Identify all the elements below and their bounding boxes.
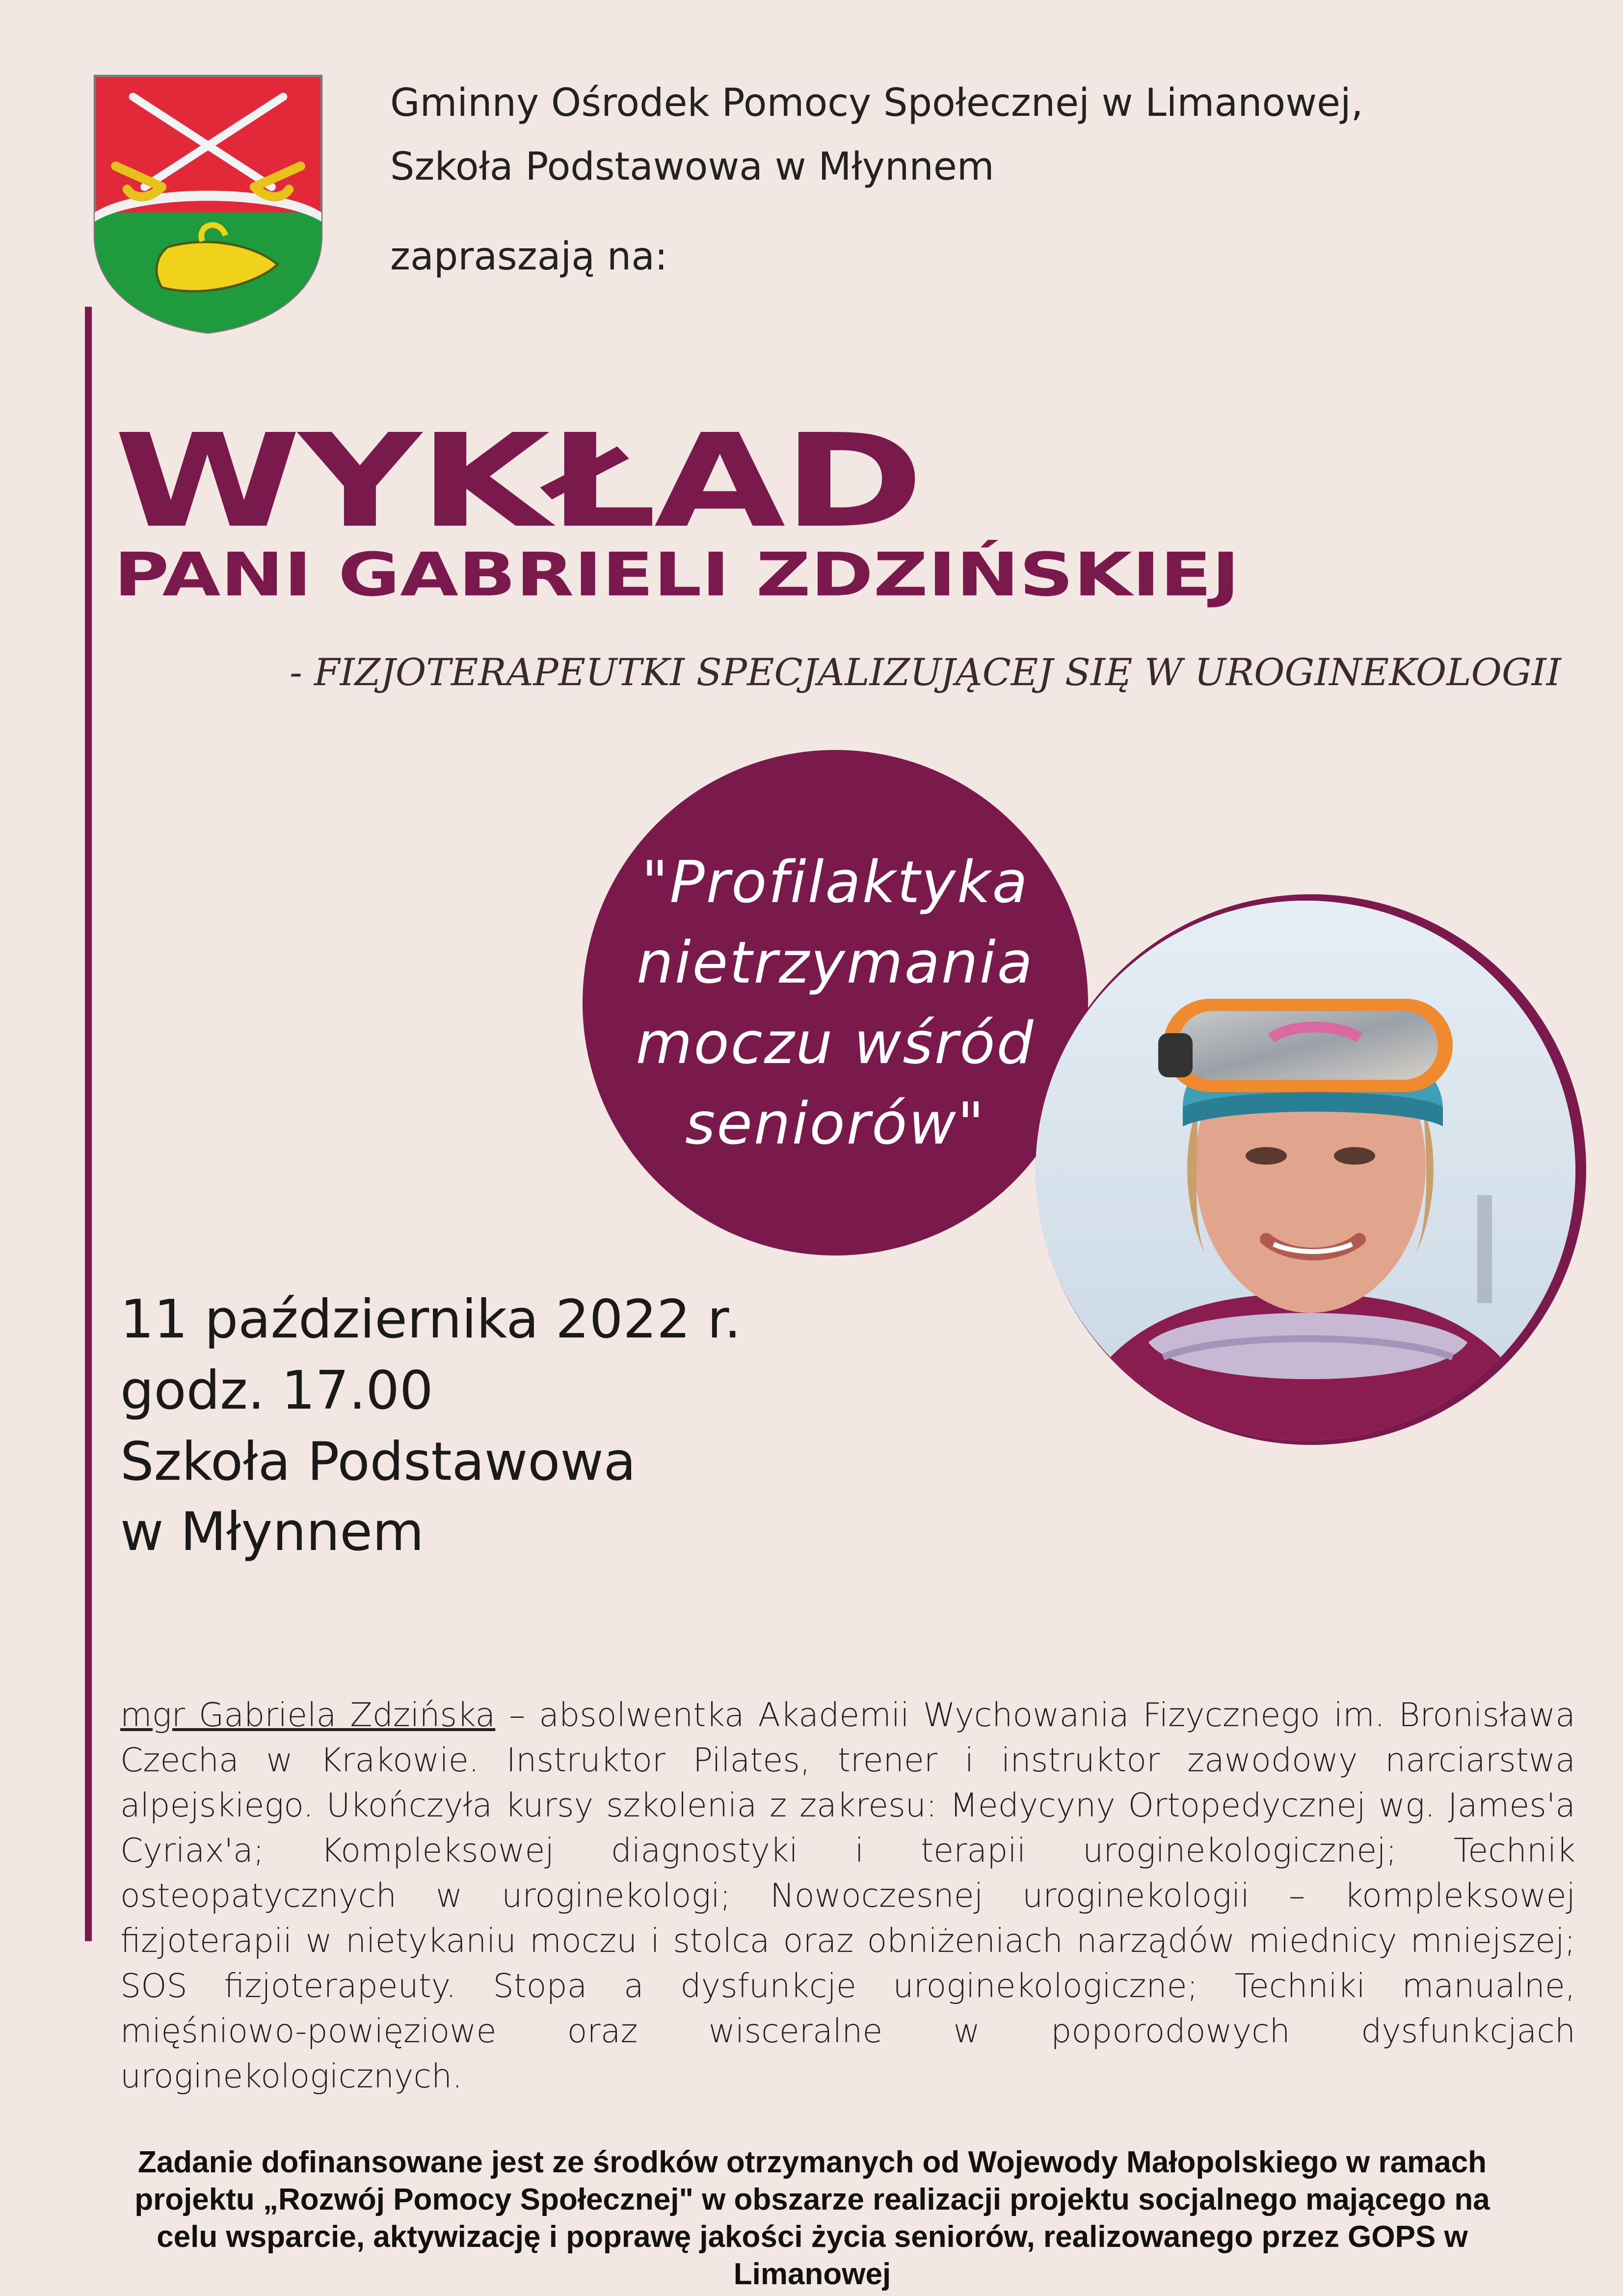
bio-name: mgr Gabriela Zdzińska	[120, 1696, 496, 1734]
funding-notice: Zadanie dofinansowane jest ze środków otrzymanych od Wojewody Małopolskiego w ramach projektu „Rozwój Pomocy Społecznej" w obszarze realizacji projektu socjalnego mającego na celu wsparcie, aktywizację i poprawę jakości życia seniorów, realizowanego przez GOPS w Limanowej	[134, 2145, 1490, 2291]
coat-of-arms-icon	[92, 74, 324, 334]
lecturer-specialty: - FIZJOTERAPEUTKI SPECJALIZUJĄCEJ SIĘ W UROGINEKOLOGII	[290, 650, 1561, 694]
organizer-line-1: Gminny Ośrodek Pomocy Społecznej w Limanowej,	[390, 81, 1363, 125]
event-date: 11 października 2022 r.	[120, 1289, 741, 1350]
page-title: WYKŁAD	[114, 406, 922, 556]
lecturer-portrait-icon	[1036, 901, 1575, 1441]
event-time: godz. 17.00	[120, 1360, 433, 1421]
lecturer-bio	[120, 1692, 1575, 2099]
event-place: Szkoła Podstawowa	[120, 1431, 636, 1493]
lecturer-photo	[1036, 901, 1575, 1441]
topic-circle	[583, 750, 1088, 1255]
bio-text: – absolwentka Akademii Wychowania Fizycznego im. Bronisława Czecha w Krakowie. Instruktor Pilates, trener i instruktor zawodowy narciarstwa alpejskiego. Ukończyła kursy szkolenia z zakresu: Medycyny Ortopedycznej wg. James'a Cyriax'a; Kompleksowej diagnostyki i terapii uroginekologicznej; Technik osteopatycznych w uroginekologi; Nowoczesnej uroginekologii – kompleksowej fizjoterapii w nietykaniu moczu i stolca oraz obniżeniach narządów miednicy mniejszej; SOS fizjoterapeuty. Stopa a dysfunkcje uroginekologiczne; Techniki manualne, mięśniowo-powięziowe oraz wisceralne w poporodowych dysfunkcjach uroginekologicznych.	[120, 1696, 1575, 2095]
lecturer-name-heading: PANI GABRIELI ZDZIŃSKIEJ	[114, 540, 1240, 610]
lecture-topic: "Profilaktyka nietrzymania moczu wśród seniorów"	[636, 848, 1035, 1157]
invitation-text: zapraszają na:	[390, 235, 668, 279]
organizer-line-2: Szkoła Podstawowa w Młynnem	[390, 145, 994, 189]
event-place-town: w Młynnem	[120, 1501, 424, 1563]
vertical-accent-line	[85, 307, 92, 1941]
